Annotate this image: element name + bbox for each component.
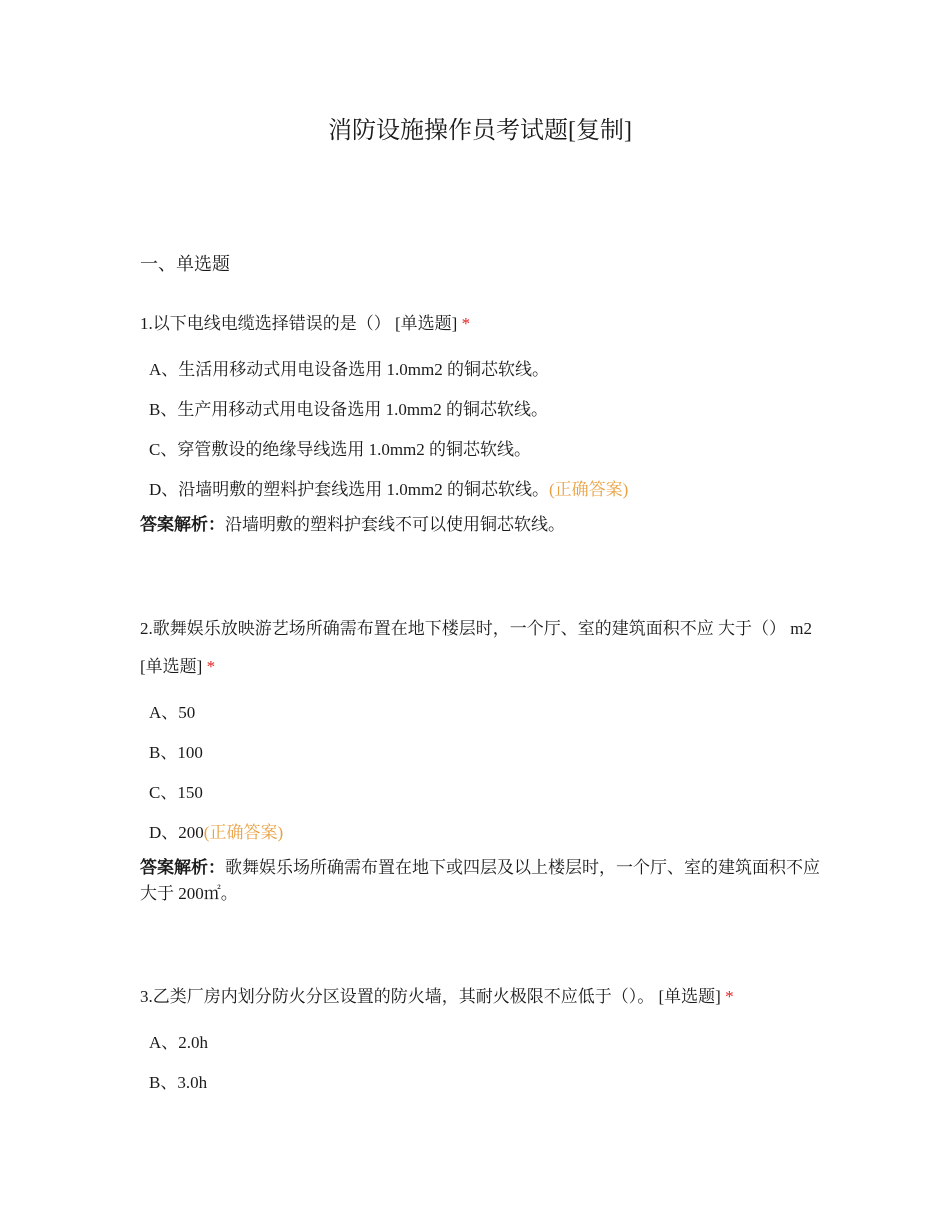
- option-b: B、100: [149, 743, 203, 762]
- question-text: 1.以下电线电缆选择错误的是（）: [140, 314, 395, 333]
- explanation-label: 答案解析：: [140, 515, 225, 534]
- required-mark: *: [461, 314, 471, 333]
- option-a: A、2.0h: [149, 1033, 209, 1052]
- question-text: 2.歌舞娱乐放映游艺场所确需布置在地下楼层时，一个厅、室的建筑面积不应 大于（） m2: [140, 619, 812, 638]
- question-stem: [140, 978, 820, 1016]
- section-heading: 一、单选题: [140, 254, 230, 274]
- required-mark: *: [725, 987, 734, 1006]
- explanation-text: 沿墙明敷的塑料护套线不可以使用铜芯软线。: [225, 515, 565, 534]
- question-1: [140, 305, 820, 538]
- option-d: D、沿墙明敷的塑料护套线选用 1.0mm2 的铜芯软线。(正确答案): [149, 480, 629, 499]
- question-type: [单选题]: [140, 657, 203, 676]
- option-c: C、150: [149, 783, 203, 802]
- option-c: C、穿管敷设的绝缘导线选用 1.0mm2 的铜芯软线。: [149, 440, 532, 459]
- question-text: 3.乙类厂房内划分防火分区设置的防火墙，其耐火极限不应低于（）。: [140, 987, 659, 1006]
- question-type: [单选题]: [395, 314, 458, 333]
- required-mark: *: [206, 657, 216, 676]
- option-b: B、生产用移动式用电设备选用 1.0mm2 的铜芯软线。: [149, 400, 549, 419]
- question-type: [单选题]: [658, 987, 721, 1006]
- page-title: 消防设施操作员考试题[复制]: [328, 118, 632, 144]
- answer-explanation: [140, 512, 820, 538]
- correct-answer-tag: (正确答案): [548, 480, 629, 499]
- option-a: A、生活用移动式用电设备选用 1.0mm2 的铜芯软线。: [149, 360, 549, 379]
- option-b: B、3.0h: [149, 1073, 208, 1092]
- explanation-text: 歌舞娱乐场所确需布置在地下或四层及以上楼层时，一个厅、室的建筑面积不应大于 200㎡。: [140, 858, 820, 903]
- answer-explanation: [140, 855, 820, 907]
- correct-answer-tag: (正确答案): [203, 823, 284, 842]
- option-a: A、50: [149, 703, 196, 722]
- question-stem: [140, 610, 820, 686]
- question-2: [140, 610, 820, 907]
- question-stem: [140, 305, 820, 343]
- option-d: D、200(正确答案): [149, 823, 284, 842]
- explanation-label: 答案解析：: [140, 858, 225, 877]
- question-3: [140, 978, 820, 1103]
